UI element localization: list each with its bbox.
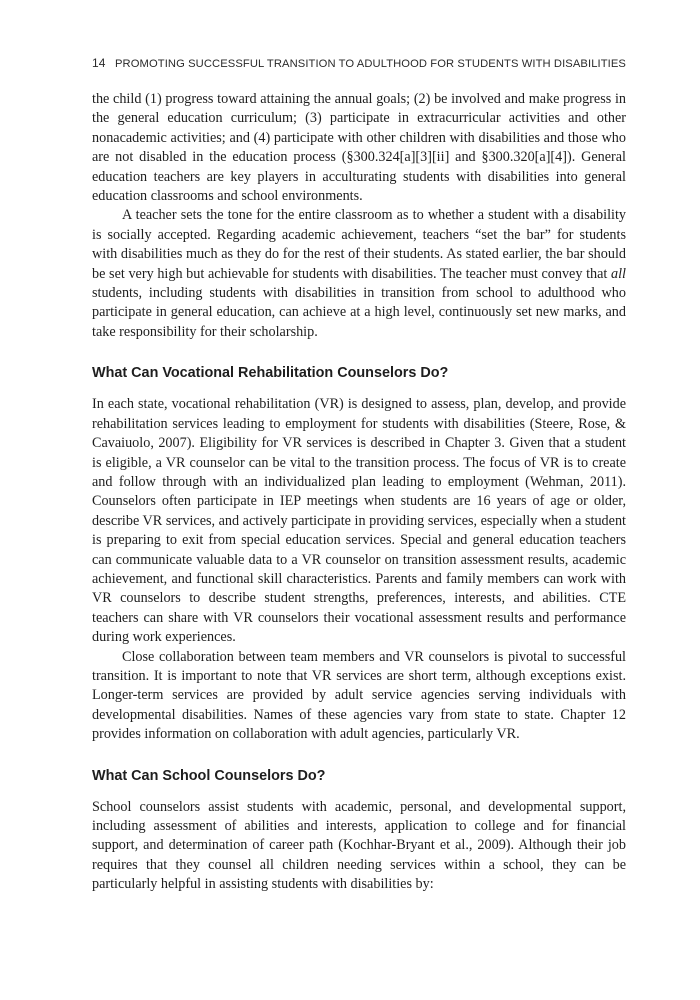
- intro-paragraph: the child (1) progress toward attaining the annual goals; (2) be involved and make progress in the general education curriculum; (3) participate in extracurricular activities and other nonacademic activities; and (4) participate with other children with disabilities and those who are not disabled in the education process (§300.324[a][3][ii] and §300.320[a][4]). General education teachers are key players in acculturating students with disabilities into general education classrooms and school environments.: [92, 91, 626, 205]
- section-heading-vr: What Can Vocational Rehabilitation Counselors Do?: [92, 365, 449, 382]
- teacher-paragraph: [92, 206, 626, 342]
- running-title: PROMOTING SUCCESSFUL TRANSITION TO ADULTHOOD FOR STUDENTS WITH DISABILITIES: [115, 58, 626, 70]
- teacher-paragraph-text-end: students, including students with disabilities in transition from school to adulthood who participate in general education, can achieve at a high level, continuously set new marks, and take responsibility for their scholarship.: [92, 285, 626, 340]
- school-counselors-paragraph: School counselors assist students with academic, personal, and developmental support, including assessment of abilities and interests, application to college and for financial support, and determination of career path (Kochhar-Bryant et al., 2009). Although their job requires that they counsel all children needing services within a school, they can be particularly helpful in assisting students with disabilities by:: [92, 798, 626, 893]
- body-text: [92, 90, 626, 895]
- vr-paragraph-1: In each state, vocational rehabilitation (VR) is designed to assess, plan, develop, and provide rehabilitation services leading to employment for students with disabilities (Steere, Rose, & Cavaiuolo, 2007). Eligibility for VR services is described in Chapter 3. Given that a student is eligible, a VR counselor can be vital to the transition process. The focus of VR is to create and follow through with an individualized plan leading to employment (Wehman, 2011). Counselors often participate in IEP meetings when students are 16 years of age or older, describe VR services, and actively participate in providing services, especially when a student is preparing to exit from special education services. Special and general education teachers can communicate valuable data to a VR counselor on transition assessment results, academic achievement, and functional skill characteristics. Parents and family members can work with VR counselors to describe student strengths, preferences, interests, and abilities. CTE teachers can share with VR counselors their vocational assessment results and performance during work experiences.: [92, 396, 626, 646]
- section-heading-school-counselors: What Can School Counselors Do?: [92, 767, 326, 784]
- teacher-paragraph-text-start: A teacher sets the tone for the entire classroom as to whether a student with a disability is socially accepted. Regarding academic achievement, teachers “set the bar” for students with disabilities much as they do for the rest of their students. As stated earlier, the bar should be set very high but achievable for students with disabilities. The teacher must convey that: [92, 207, 626, 282]
- page-number: 14: [92, 56, 106, 70]
- vr-paragraph-2: Close collaboration between team members and VR counselors is pivotal to successful transition. It is important to note that VR services are short term, although exceptions exist. Longer-term services are provided by adult service agencies serving individuals with developmental disabilities. Names of these agencies vary from state to state. Chapter 12 provides information on collaboration with adult agencies, particularly VR.: [92, 648, 626, 743]
- teacher-paragraph-emphasis: all: [611, 265, 626, 282]
- running-header: [92, 56, 626, 70]
